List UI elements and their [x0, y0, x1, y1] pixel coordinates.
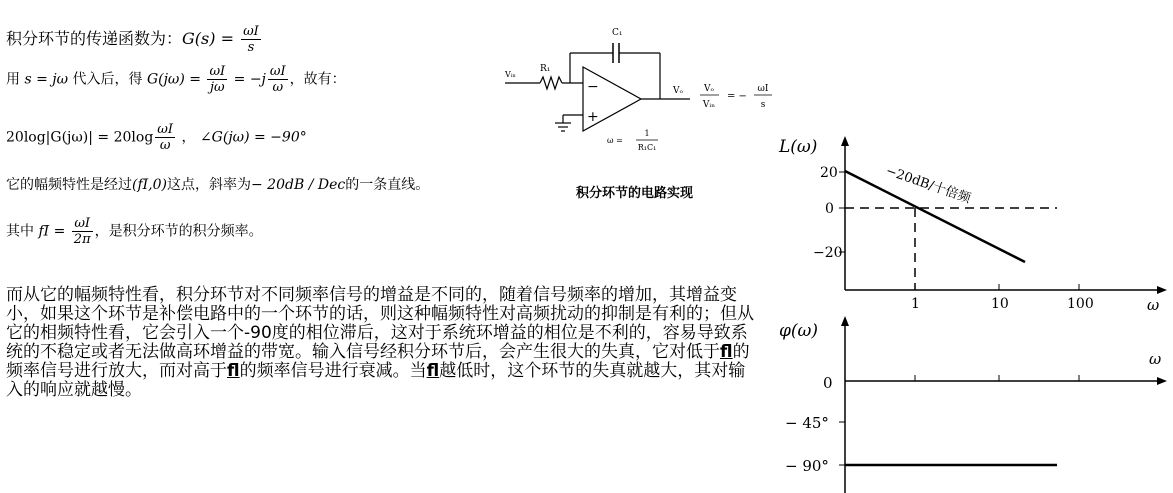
phase-x-arrow	[1157, 377, 1167, 385]
x-tick-label-10: 10	[991, 296, 1009, 312]
gjw-eq: = −j	[233, 71, 266, 88]
phase-eq: ∠G(jω) = −90°	[199, 129, 307, 146]
mag-tick-label-neg20: −20	[813, 245, 843, 261]
intro-title: 积分环节的传递函数为：	[6, 29, 183, 48]
paragraph-part-2: 的频率信号进行放大，而对高于	[6, 342, 750, 381]
omega-den: R₁C₁	[637, 143, 657, 152]
slope-label: −20dB/十倍频	[883, 163, 973, 207]
mag-x-arrow	[1157, 286, 1167, 294]
desc-point: (fI,0)	[132, 177, 167, 193]
phase-axis-label: φ(ω)	[779, 321, 819, 341]
sub-suffix: ，故有：	[289, 71, 346, 88]
sub-mid: 代入后，得	[72, 71, 143, 88]
bode-plot	[775, 130, 1173, 493]
eq-num: Vₒ	[704, 84, 714, 94]
magnitude-phase-line	[6, 122, 307, 153]
gjw-fraction	[207, 64, 227, 95]
transfer-fn-fraction	[241, 24, 261, 55]
desc-suffix: 的一条直线。	[345, 177, 430, 193]
mag-axis-label: L(ω)	[779, 137, 818, 157]
phase-sep: ，	[181, 129, 196, 146]
omega-num: 1	[644, 129, 650, 138]
phase-tick-label-0: 0	[823, 374, 833, 392]
phase-tick-label-90: − 90°	[785, 457, 829, 475]
mag-num: ωI	[157, 122, 174, 137]
eq-rden: s	[760, 100, 766, 110]
minus-sign: −	[587, 79, 599, 95]
omega-lhs: ω =	[607, 136, 623, 145]
phase-y-arrow	[841, 316, 849, 326]
paragraph-part-1: 而从它的幅频特性看，积分环节对不同频率信号的增益是不同的，随着信号频率的增加，其增益变小，如果这个环节是补偿电路中的一个环节的话，则这种幅频特性对高频扰动的抑制是有利的；但从它的相频特性看，它会引入一个-90度的相位滞后，这对于系统环增益的相位是不利的，容易导致系统的不稳定或者无法做高环增益的带宽。输入信号经积分环节后，会产生很大的失真，它对低于	[6, 285, 754, 362]
gjw-lhs: G(jω) =	[146, 71, 206, 88]
desc-prefix: 它的幅频特性是经过	[6, 177, 132, 193]
mag-den: ω	[159, 138, 171, 153]
mag-tick-label-0: 0	[825, 201, 834, 217]
fl-term: fl	[720, 342, 733, 362]
gjw2-den: ω	[272, 80, 284, 95]
desc-slope: − 20dB / Dec	[251, 177, 346, 193]
vo-label: Vₒ	[673, 86, 683, 96]
cap-label: C₁	[612, 28, 623, 38]
phase-tick-label-45: − 45°	[785, 414, 829, 432]
slope-description	[6, 176, 429, 194]
gjw-num: ωI	[209, 64, 226, 79]
gjw-den: jω	[209, 80, 225, 95]
analysis-paragraph	[6, 286, 761, 400]
vin-label: Vᵢₙ	[505, 70, 516, 79]
eq-den: Vᵢₙ	[702, 100, 716, 110]
mag-y-arrow	[841, 136, 849, 146]
eq-rnum: ωI	[757, 84, 769, 94]
gjw2-fraction	[268, 64, 288, 95]
x-tick-label-100: 100	[1067, 296, 1094, 312]
desc-mid: 这点，斜率为	[167, 177, 251, 193]
tf-numerator: ωI	[243, 24, 259, 39]
mag-lhs: 20log|G(jω)| = 20log	[6, 129, 154, 146]
paragraph-part-4: 越低时，这个环节的失真就越大，其对输入的响应就越慢。	[6, 361, 746, 400]
sub-expr: s = jω	[24, 71, 69, 88]
x-tick-label-1: 1	[911, 296, 920, 312]
mag-tick-label-20: 20	[820, 165, 838, 181]
transfer-fn-lhs: G(s) =	[182, 29, 240, 48]
freq-den: 2π	[73, 232, 91, 247]
plus-sign: +	[587, 109, 599, 125]
integral-frequency-line	[6, 216, 263, 247]
res-label: R₁	[540, 64, 551, 74]
freq-suffix: ，是积分环节的积分频率。	[94, 223, 263, 240]
circuit-caption: 积分环节的电路实现	[576, 186, 694, 201]
integrator-circuit	[495, 15, 785, 200]
substitution-line	[6, 64, 346, 95]
freq-num: ωI	[72, 216, 93, 232]
transfer-function-line	[6, 24, 263, 55]
mag-x-axis-label: ω	[1147, 296, 1160, 314]
freq-fraction	[72, 216, 93, 247]
fl-term: fl	[227, 361, 240, 381]
freq-lhs: fI =	[38, 223, 70, 240]
mag-fraction	[155, 122, 175, 153]
paragraph-part-3: 的频率信号进行衰减。当	[239, 361, 427, 381]
gjw2-num: ωI	[269, 64, 286, 79]
phase-x-axis-label: ω	[1149, 350, 1162, 368]
fl-term: fl	[426, 361, 440, 381]
tf-denominator: s	[247, 40, 255, 55]
freq-prefix: 其中	[6, 223, 34, 240]
resistor-r1	[540, 77, 562, 89]
eq-mid: = −	[727, 91, 747, 102]
sub-prefix: 用	[6, 71, 20, 88]
